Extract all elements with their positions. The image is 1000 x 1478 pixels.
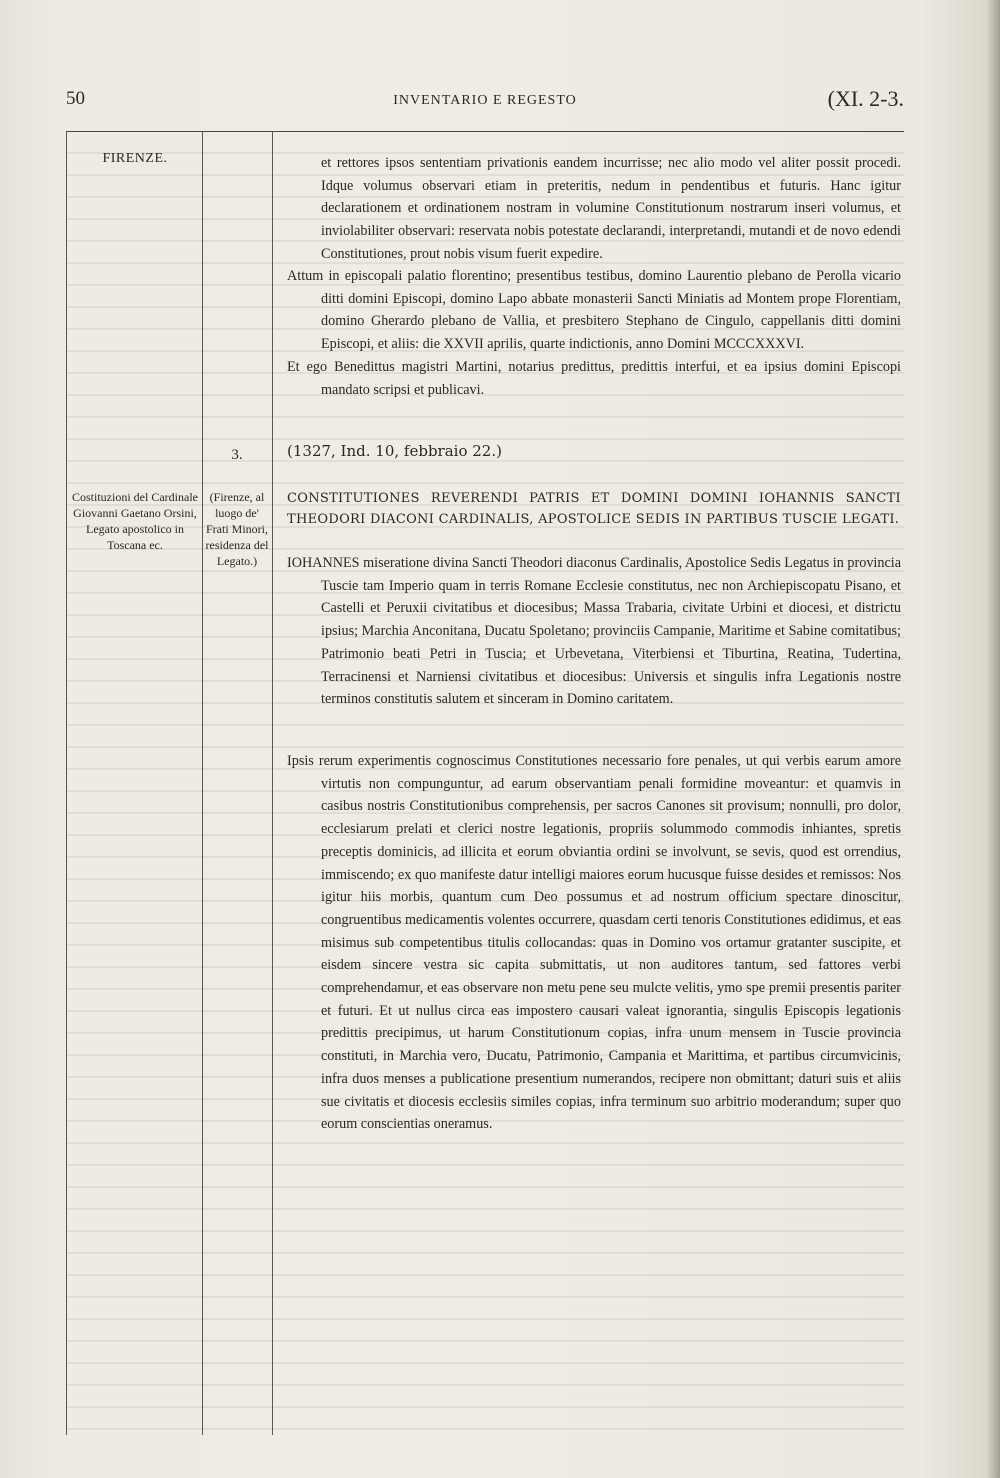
page-edge-shadow (986, 0, 1000, 1478)
column-rule-1 (202, 131, 203, 1435)
attum-paragraph: Attum in episcopali palatio florentino; presentibus testibus, domino Laurentio plebano de Perolla vicario ditti domini Episcopi, domino Lapo abbate monasterii Sancti Miniatis ad Montem prope Florentiam, domino Gherardo plebano de Vallia, et presbitero Stephano de Cingulo, cappellanis ditti domini Episcopi, et aliis: die XXVII aprilis, quarte indictionis, anno Domini MCCCXXXVI. (287, 268, 901, 353)
paragraph-ipsis: Ipsis rerum experimentis cognoscimus Constitutiones necessario fore penales, ut qui verbis earum amore virtutis non compunguntur, ad earum observantiam penali formidine moveantur: et quamvis in casibus nostris Constitutionibus comprehensis, per sacros Canones sit provisum; nonnulli, pro dolor, ecclesiarum prelati et clerici nostre legationis, propriis solummodo commodis inhiantes, spretis preceptis dominicis, ad illicita et eorum obviantia ordini se involvunt, se sevis, quod est orrendius, immiscendo; ex quo manifeste datur intelligi maiores eorum hucusque fuisse desides et remissos: Nos igitur hiis morbis, quantum cum Deo possumus et ad nostrum officium spectare dinoscitur, congruentibus medicamentis volentes occurrere, quasdam certi tenoris Constitutiones edidimus, et eas misimus sub competentibus titulis collocandas: quas in Domino vos ortamur gratanter suscipite, et eisdem sincere vestra sic capita submittatis, ut non auditores tantum, sed fattores verbi comprehendamur, et eas observare non metu pene seu mulcte velitis, ymo spe premii presentis pariter et futuri. Et ut nullus circa eas impostero causari valeat ignorantia, singulis Episcopis legationis predittis precipimus, ut harum Constitutionum copias, infra unum mensem in Tuscie provincia constituti, in Marchia vero, Ducatu, Patrimonio, Campania et Marittima, et partibus circumvicinis, infra duos menses a publicatione presentium numerandos, recipere non obmittant; daturi suis et aliis sue civitatis et diocesis ecclesiis similes copias, infra terminum suo arbitrio moderandum; super quo eorum conscientias oneramus. (287, 753, 901, 1133)
page-number: 50 (66, 88, 85, 109)
running-head (66, 88, 904, 116)
notary-paragraph: Et ego Benedittus magistri Martini, notarius predittus, predittis interfui, et ea ipsius domini Episcopi mandato scripsi et publicavi. (287, 358, 901, 398)
attum-block (287, 265, 901, 401)
column-rule-left (66, 131, 67, 1435)
column-rule-2 (272, 131, 273, 1435)
continuation-paragraph (287, 152, 901, 266)
continuation-text: et rettores ipsos sententiam privationis eandem incurrisse; nec alio modo vel aliter possit procedi. Idque volumus observari etiam in preteritis, nedum in pendentibus et futuris. Hanc igitur declarationem et ordinationem nostram in volumine Constitutionum nostrarum inseri volumus, et inviolabiliter observari: reservata nobis potestate declarandi, interpretandi, mutandi et de novo edendi Constitutiones, prout nobis visum fuerit expedire. (321, 155, 901, 262)
body-paragraph-1 (287, 552, 901, 711)
document-number: 3. (231, 447, 243, 463)
constitutions-heading: CONSTITUTIONES REVERENDI PATRIS ET DOMINI DOMINI IOHANNIS SANCTI THEODORI DIACONI CARDINALIS, APOSTOLICE SEDIS IN PARTIBUS TUSCIE LEGATI. (287, 491, 901, 527)
body-paragraph-2 (287, 750, 901, 1136)
margin-document-title: Costituzioni del Cardinale Giovanni Gaetano Orsini, Legato apostolico in Toscana ec. (72, 490, 198, 552)
running-title: INVENTARIO E REGESTO (393, 93, 577, 108)
margin-document-place: (Firenze, al luogo de' Frati Minori, residenza del Legato.) (205, 490, 269, 568)
margin-place-label: FIRENZE. (102, 151, 168, 166)
paragraph-iohannes: IOHANNES miseratione divina Sancti Theodori diaconus Cardinalis, Apostolice Sedis Legatus in provincia Tuscie tam Imperio quam in terris Romane Ecclesie constitutus, nec non Archiepiscopatu Pisano, et Castelli et Peruxii civitatibus et diocesibus; Massa Trabaria, civitate Urbini et diocesi, et districtu ipsius; Marchia Anconitana, Ducatu Spoletano; provinciis Campanie, Maritime et Sabine comitatibus; Patrimonio beati Petri in Tuscia; et Urbevetana, Viterbiensi et Tiburtina, Reatina, Tudertina, Terracinensi et Narniensi civitatibus et diocesibus: Universis et singulis infra Legationis nostre terminos constitutis salutem et sinceram in Domino caritatem. (287, 555, 901, 708)
header-rule (66, 131, 904, 132)
section-reference: (XI. 2-3. (827, 86, 904, 111)
document-date: (1327, Ind. 10, febbraio 22.) (287, 442, 502, 460)
